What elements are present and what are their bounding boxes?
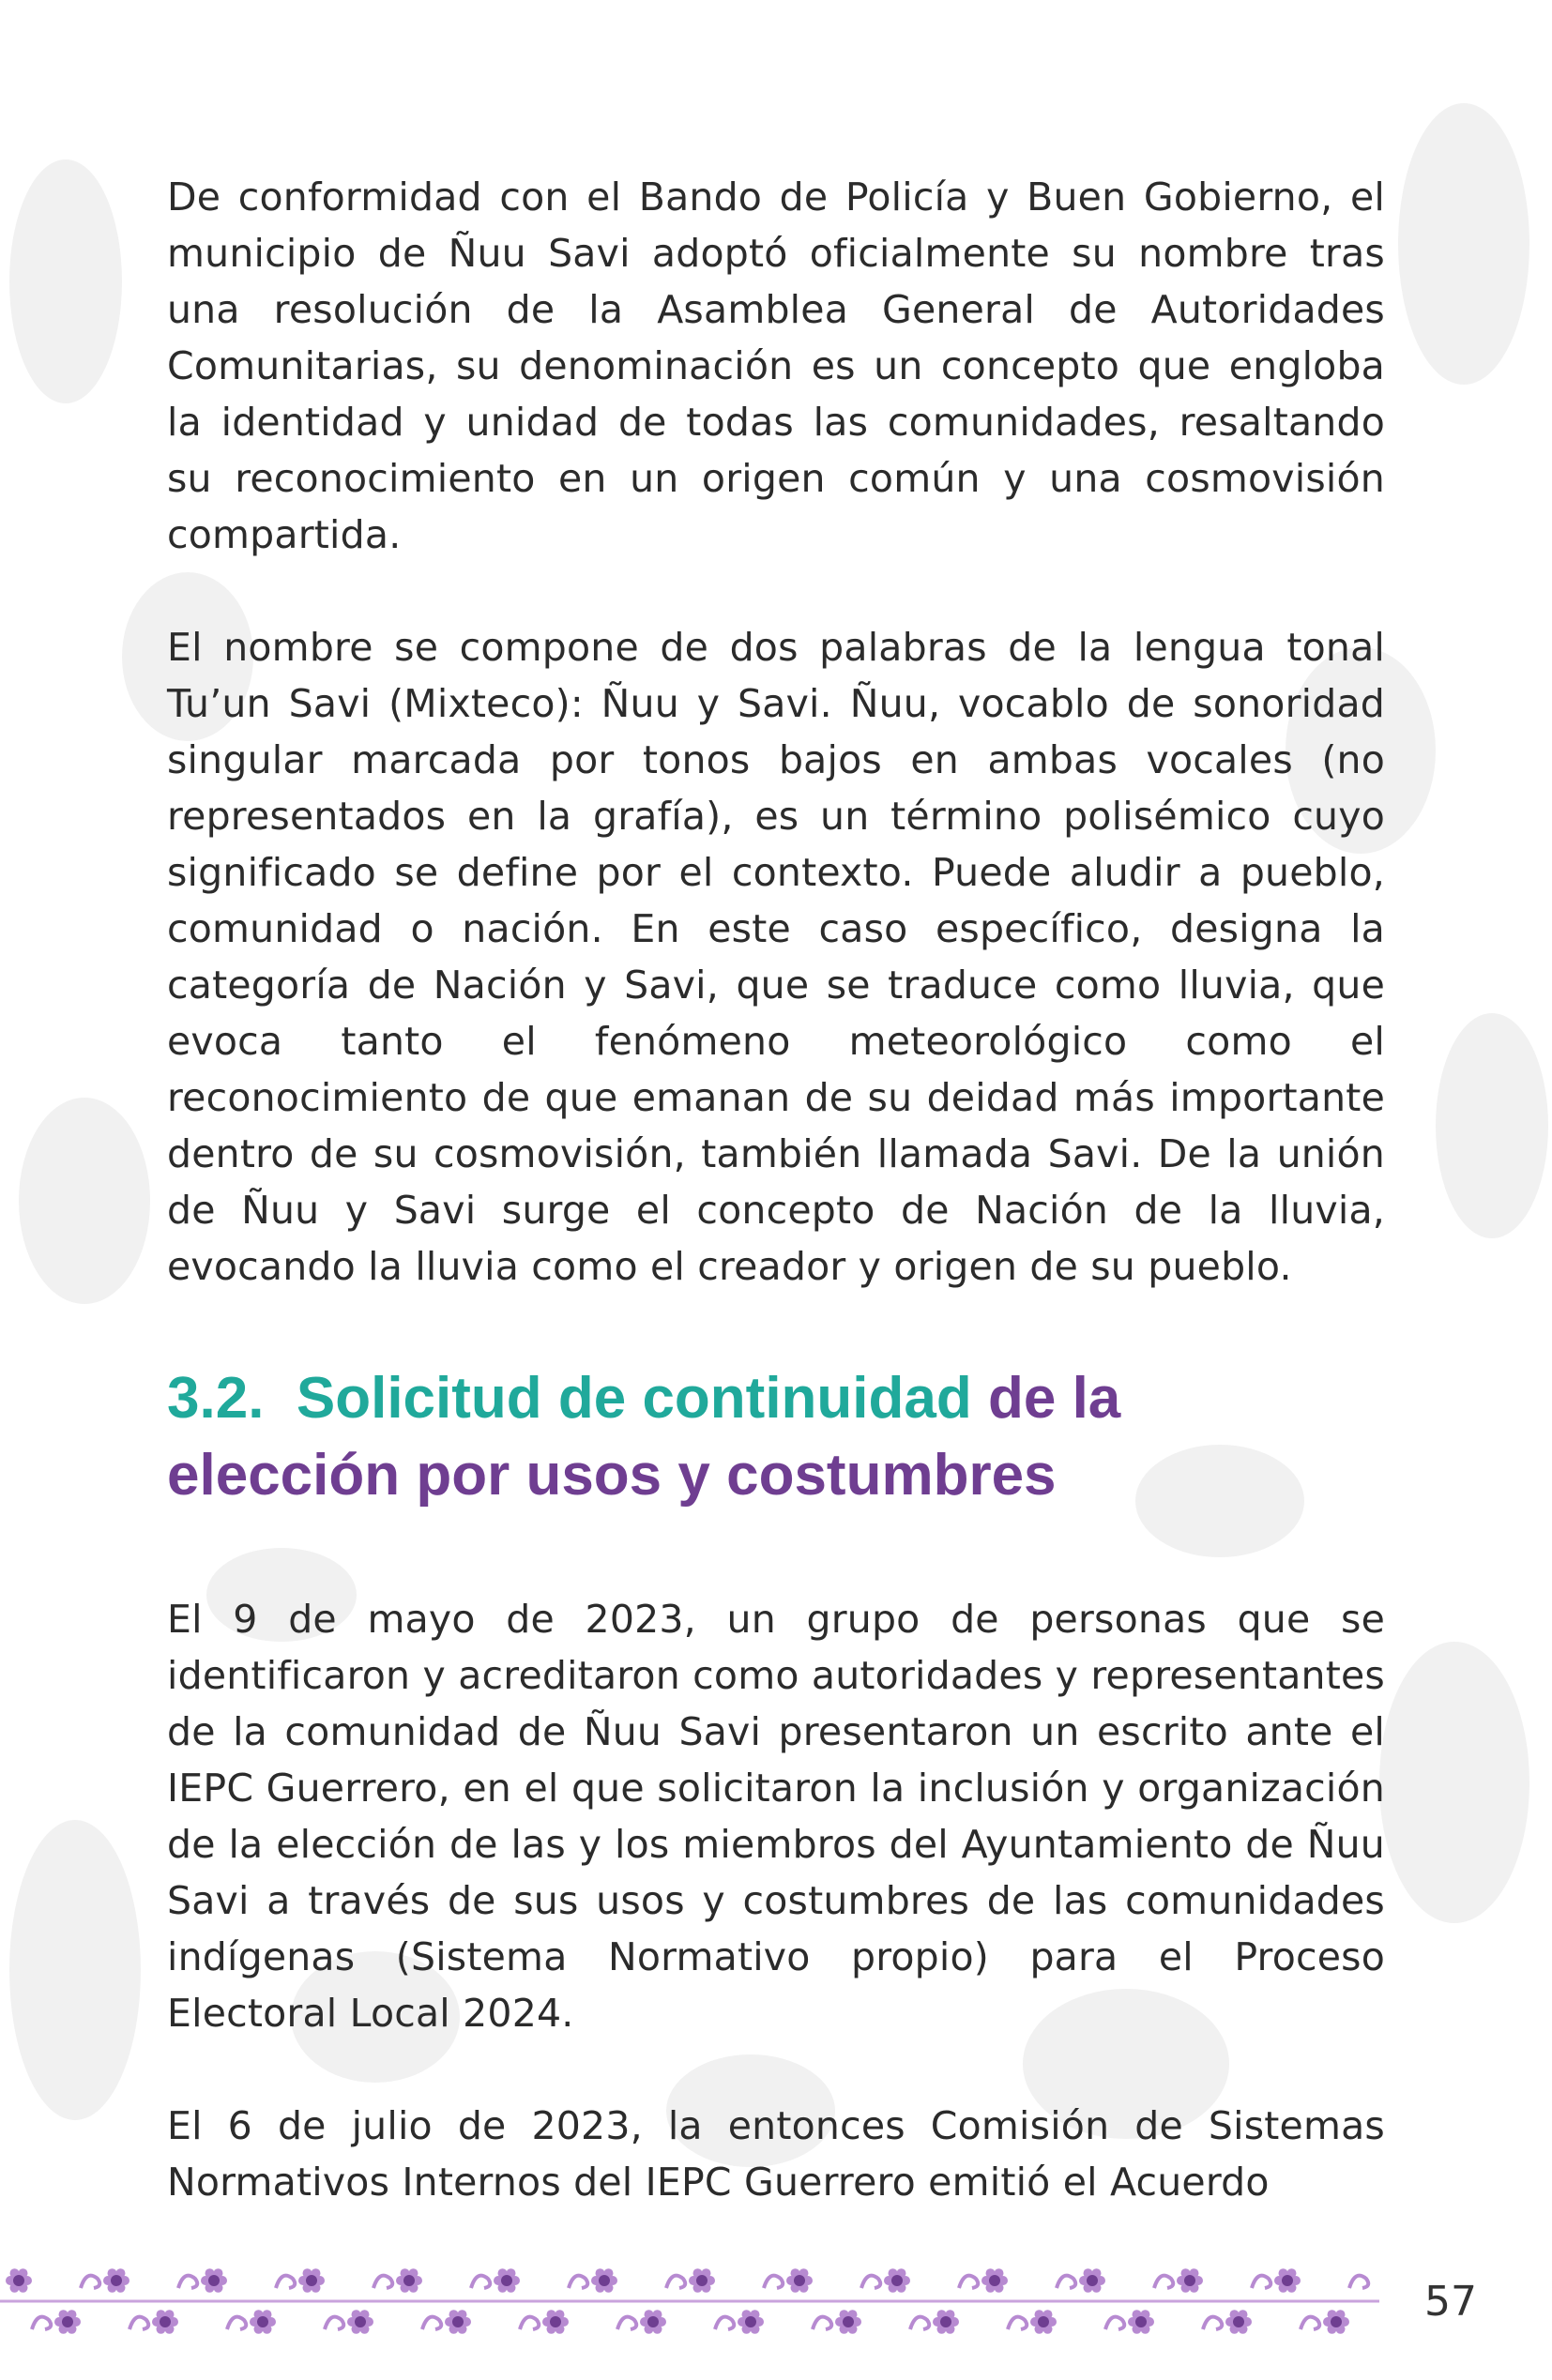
curl-motif-icon bbox=[81, 2276, 99, 2288]
flower-motif-icon bbox=[494, 2268, 520, 2293]
curl-motif-icon bbox=[32, 2317, 51, 2329]
flower-motif-icon bbox=[445, 2310, 471, 2334]
flower-motif-icon bbox=[786, 2268, 813, 2293]
curl-motif-icon bbox=[1349, 2276, 1368, 2288]
embroidery-border bbox=[0, 2254, 1379, 2348]
flower-motif-icon bbox=[6, 2268, 32, 2293]
curl-motif-icon bbox=[910, 2317, 929, 2329]
flower-motif-icon bbox=[103, 2268, 129, 2293]
flower-motif-icon bbox=[250, 2310, 276, 2334]
flower-motif-icon bbox=[1274, 2268, 1301, 2293]
flower-motif-icon bbox=[1128, 2310, 1154, 2334]
curl-motif-icon bbox=[861, 2276, 880, 2288]
flower-motif-icon bbox=[396, 2268, 422, 2293]
flower-motif-icon bbox=[542, 2310, 569, 2334]
flower-motif-icon bbox=[1030, 2310, 1057, 2334]
curl-motif-icon bbox=[422, 2317, 441, 2329]
heading-purple-text-2: elección por usos y costumbres bbox=[167, 1443, 1057, 1508]
heading-purple-text-1: de la bbox=[987, 1366, 1121, 1431]
flower-motif-icon bbox=[54, 2310, 81, 2334]
flower-motif-icon bbox=[884, 2268, 910, 2293]
flower-motif-icon bbox=[347, 2310, 373, 2334]
curl-motif-icon bbox=[666, 2276, 685, 2288]
curl-motif-icon bbox=[715, 2317, 734, 2329]
flower-motif-icon bbox=[689, 2268, 715, 2293]
curl-motif-icon bbox=[813, 2317, 831, 2329]
heading-teal-text: Solicitud de continuidad bbox=[296, 1366, 972, 1431]
flower-motif-icon bbox=[738, 2310, 764, 2334]
curl-motif-icon bbox=[325, 2317, 343, 2329]
curl-motif-icon bbox=[569, 2276, 587, 2288]
curl-motif-icon bbox=[764, 2276, 783, 2288]
flower-motif-icon bbox=[835, 2310, 861, 2334]
flower-motif-icon bbox=[933, 2310, 959, 2334]
curl-motif-icon bbox=[520, 2317, 539, 2329]
curl-motif-icon bbox=[1008, 2317, 1027, 2329]
curl-motif-icon bbox=[1301, 2317, 1319, 2329]
curl-motif-icon bbox=[227, 2317, 246, 2329]
paragraph-significado-nombre: El nombre se compone de dos palabras de la lengua tonal Tu’un Savi (Mixteco): Ñuu y Savi. Ñuu, vocablo de sonoridad singular marcada por tonos bajos en ambas vocales (no representados en la grafía), es un término polisémico cuyo significado se define por el contexto. Puede aludir a pueblo, comunidad o nación. En este caso específico, designa la categoría de Nación y Savi, que se traduce como lluvia, que evoca tanto el fenómeno meteorológico como el reconocimiento de que emanan de su deidad más importante dentro de su cosmovisión, también llamada Savi. De la unión de Ñuu y Savi surge el concepto de Nación de la lluvia, evocando la lluvia como el creador y origen de su pueblo. bbox=[167, 625, 1385, 1289]
section-number: 3.2. bbox=[167, 1366, 265, 1431]
curl-motif-icon bbox=[276, 2276, 295, 2288]
paragraph-nombre-municipio: De conformidad con el Bando de Policía y Buen Gobierno, el municipio de Ñuu Savi adoptó oficialmente su nombre tras una resolución de la Asamblea General de Autoridades Comunitarias, su denominación es un concepto que engloba la identidad y unidad de todas las comunidades, resaltando su reconocimiento en un origen común y una cosmovisión compartida. bbox=[167, 174, 1385, 557]
flower-motif-icon bbox=[201, 2268, 227, 2293]
flower-motif-icon bbox=[1079, 2268, 1105, 2293]
flower-motif-icon bbox=[591, 2268, 617, 2293]
curl-motif-icon bbox=[1154, 2276, 1173, 2288]
section-heading bbox=[167, 1360, 1385, 1514]
flower-motif-icon bbox=[1323, 2310, 1349, 2334]
page-content bbox=[167, 169, 1385, 2210]
page-number: 57 bbox=[1424, 2278, 1477, 2326]
flower-motif-icon bbox=[152, 2310, 178, 2334]
curl-motif-icon bbox=[129, 2317, 148, 2329]
flower-motif-icon bbox=[1177, 2268, 1203, 2293]
paragraph-solicitud: El 9 de mayo de 2023, un grupo de personas que se identificaron y acreditaron como autoridades y representantes de la comunidad de Ñuu Savi presentaron un escrito ante el IEPC Guerrero, en el que solicitaron la inclusión y organización de la elección de las y los miembros del Ayuntamiento de Ñuu Savi a través de sus usos y costumbres de las comunidades indígenas (Sistema Normativo propio) para el Proceso Electoral Local 2024. bbox=[167, 1597, 1385, 2036]
flower-motif-icon bbox=[981, 2268, 1008, 2293]
curl-motif-icon bbox=[373, 2276, 392, 2288]
curl-motif-icon bbox=[959, 2276, 978, 2288]
curl-motif-icon bbox=[1057, 2276, 1075, 2288]
curl-motif-icon bbox=[1252, 2276, 1271, 2288]
paragraph-acuerdo: El 6 de julio de 2023, la entonces Comisión de Sistemas Normativos Internos del IEPC Guerrero emitió el Acuerdo bbox=[167, 2103, 1385, 2205]
flower-motif-icon bbox=[640, 2310, 666, 2334]
flower-motif-icon bbox=[1225, 2310, 1252, 2334]
curl-motif-icon bbox=[1105, 2317, 1124, 2329]
curl-motif-icon bbox=[471, 2276, 490, 2288]
curl-motif-icon bbox=[1203, 2317, 1222, 2329]
flower-motif-icon bbox=[298, 2268, 325, 2293]
curl-motif-icon bbox=[178, 2276, 197, 2288]
curl-motif-icon bbox=[617, 2317, 636, 2329]
